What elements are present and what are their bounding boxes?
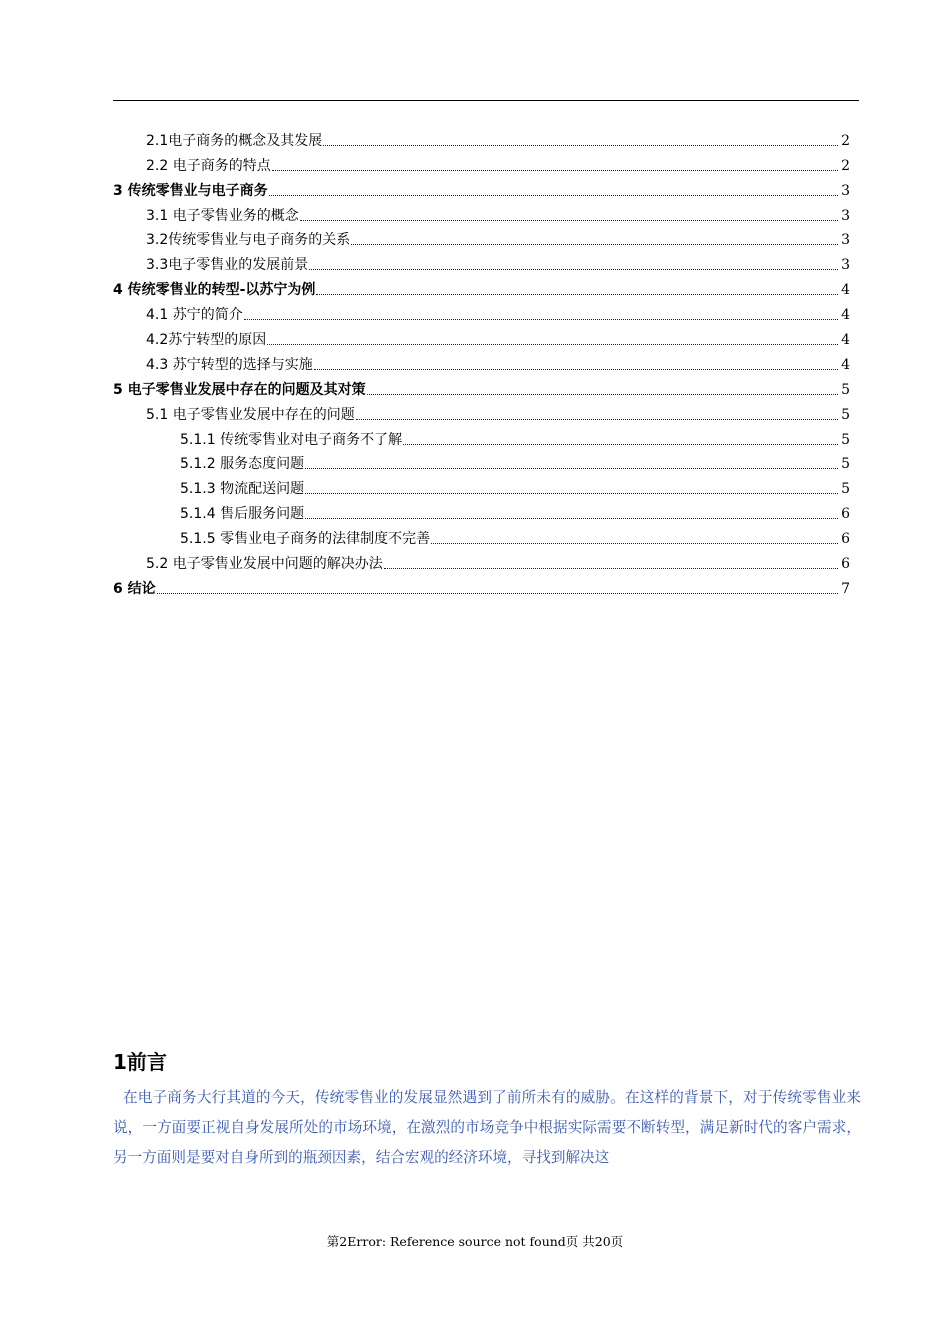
toc-entry-page: 5 <box>841 456 850 473</box>
toc-entry-page: 5 <box>841 481 850 498</box>
page-footer: 第2Error: Reference source not found页 共20页 <box>326 1234 624 1249</box>
toc-entry-page: 5 <box>841 431 850 448</box>
toc-entry-title: 4.2苏宁转型的原因 <box>146 332 267 349</box>
toc-entry-page: 2 <box>841 157 850 174</box>
toc-entry-title: 5.1.1 传统零售业对电子商务不了解 <box>180 431 403 448</box>
toc-leader-dots <box>305 518 838 519</box>
toc-leader-dots <box>356 419 838 420</box>
toc-entry-title: 3.1 电子零售业务的概念 <box>146 207 299 224</box>
toc-leader-dots <box>323 145 838 146</box>
toc-entry[interactable] <box>113 548 850 573</box>
toc-leader-dots <box>272 170 838 171</box>
toc-entry-page: 3 <box>841 182 850 199</box>
toc-entry[interactable] <box>113 449 850 474</box>
toc-entry-title: 5 电子零售业发展中存在的问题及其对策 <box>113 381 366 398</box>
toc-leader-dots <box>244 319 838 320</box>
toc-entry-page: 6 <box>841 556 850 573</box>
toc-entry[interactable] <box>113 299 850 324</box>
toc-leader-dots <box>305 493 838 494</box>
toc-entry-title: 5.2 电子零售业发展中问题的解决办法 <box>146 556 383 573</box>
toc-entry[interactable] <box>113 498 850 523</box>
toc-entry[interactable] <box>113 125 850 150</box>
toc-entry-title: 6 结论 <box>113 580 156 597</box>
section-heading: 1前言 <box>113 1050 167 1074</box>
section-paragraph: 在电子商务大行其道的今天，传统零售业的发展显然遇到了前所未有的威胁。在这样的背景下，对于传统零售业来说，一方面要正视自身发展所处的市场环境，在激烈的市场竞争中根据实际需要不断转型，满足新时代的客户需求，另一方面则是要对自身所到的瓶颈因素，结合宏观的经济环境，寻找到解决这 <box>113 1089 861 1166</box>
toc-entry[interactable] <box>113 150 850 175</box>
toc-entry-title: 5.1.4 售后服务问题 <box>180 506 305 523</box>
toc-entry-page: 4 <box>841 356 850 373</box>
toc-leader-dots <box>367 394 838 395</box>
toc-leader-dots <box>431 543 838 544</box>
toc-entry-title: 2.1电子商务的概念及其发展 <box>146 132 323 149</box>
toc-leader-dots <box>403 444 838 445</box>
toc-leader-dots <box>314 369 838 370</box>
toc-leader-dots <box>351 244 838 245</box>
toc-entry[interactable] <box>113 349 850 374</box>
toc-entry[interactable] <box>113 324 850 349</box>
toc-entry-page: 6 <box>841 531 850 548</box>
toc-leader-dots <box>316 294 838 295</box>
toc-leader-dots <box>267 344 838 345</box>
header-rule <box>113 100 859 101</box>
toc-entry-title: 2.2 电子商务的特点 <box>146 157 271 174</box>
toc-leader-dots <box>305 468 838 469</box>
table-of-contents <box>113 125 850 598</box>
toc-leader-dots <box>300 220 838 221</box>
toc-entry[interactable] <box>113 374 850 399</box>
toc-entry-title: 3.2传统零售业与电子商务的关系 <box>146 232 351 249</box>
toc-entry-title: 5.1.2 服务态度问题 <box>180 456 305 473</box>
toc-entry-page: 2 <box>841 132 850 149</box>
toc-leader-dots <box>157 593 838 594</box>
toc-entry-page: 3 <box>841 257 850 274</box>
toc-leader-dots <box>309 269 838 270</box>
toc-entry-page: 7 <box>841 580 850 597</box>
toc-entry[interactable] <box>113 175 850 200</box>
toc-entry[interactable] <box>113 399 850 424</box>
toc-leader-dots <box>384 568 838 569</box>
toc-entry-title: 5.1.5 零售业电子商务的法律制度不完善 <box>180 531 431 548</box>
toc-entry-page: 3 <box>841 232 850 249</box>
toc-entry[interactable] <box>113 225 850 250</box>
toc-entry-title: 4.1 苏宁的简介 <box>146 307 243 324</box>
toc-entry-page: 5 <box>841 381 850 398</box>
toc-entry-title: 5.1.3 物流配送问题 <box>180 481 305 498</box>
toc-entry-page: 4 <box>841 282 850 299</box>
toc-entry[interactable] <box>113 473 850 498</box>
toc-entry-title: 4 传统零售业的转型-以苏宁为例 <box>113 282 316 299</box>
toc-entry-title: 3.3电子零售业的发展前景 <box>146 257 309 274</box>
toc-entry-page: 5 <box>841 406 850 423</box>
toc-entry[interactable] <box>113 274 850 299</box>
toc-entry-page: 6 <box>841 506 850 523</box>
toc-entry-page: 4 <box>841 307 850 324</box>
toc-entry[interactable] <box>113 573 850 598</box>
toc-entry-page: 4 <box>841 332 850 349</box>
toc-entry-title: 4.3 苏宁转型的选择与实施 <box>146 356 313 373</box>
toc-leader-dots <box>269 195 838 196</box>
toc-entry-page: 3 <box>841 207 850 224</box>
toc-entry[interactable] <box>113 200 850 225</box>
toc-entry-title: 3 传统零售业与电子商务 <box>113 182 268 199</box>
toc-entry-title: 5.1 电子零售业发展中存在的问题 <box>146 406 355 423</box>
toc-entry[interactable] <box>113 249 850 274</box>
toc-entry[interactable] <box>113 424 850 449</box>
toc-entry[interactable] <box>113 523 850 548</box>
